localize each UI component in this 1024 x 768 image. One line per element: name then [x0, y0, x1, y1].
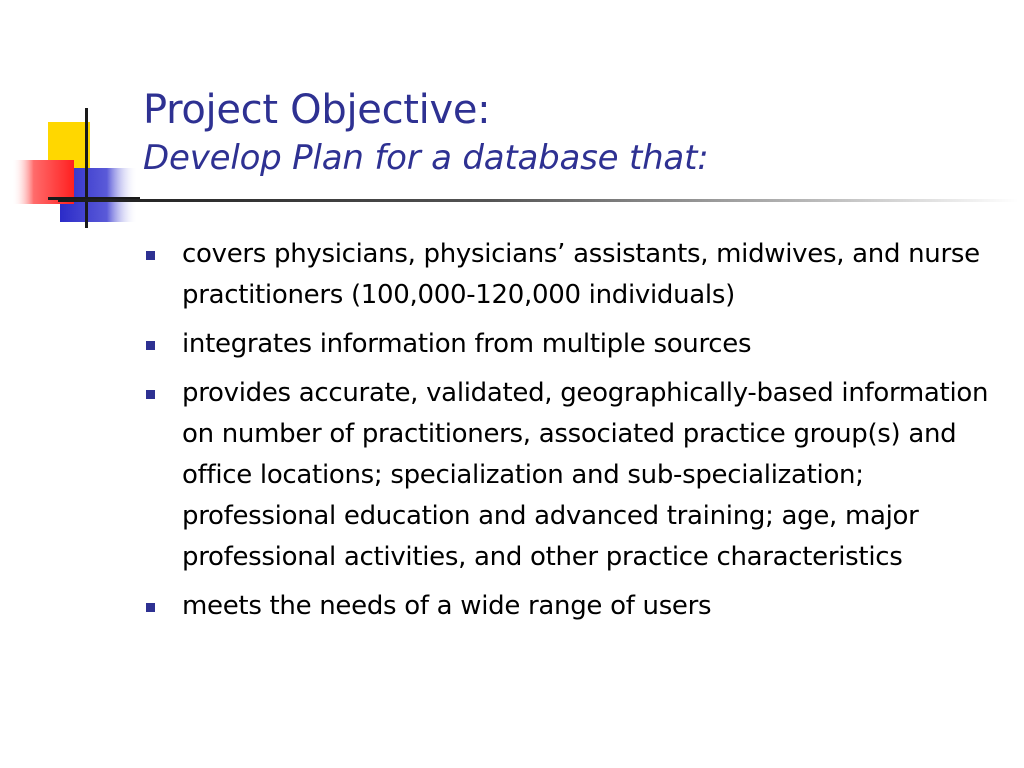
square-bullet-icon	[146, 603, 155, 612]
bullet-item	[143, 234, 1013, 316]
bullet-list	[143, 234, 1013, 635]
bullet-text: covers physicians, physicians’ assistants, midwives, and nurse practitioners (100,000-120,000 individuals)	[182, 239, 980, 310]
title-heading: Project Objective:	[143, 87, 491, 133]
bullet-item	[143, 373, 1013, 578]
bullet-item	[143, 586, 1013, 627]
bullet-text: meets the needs of a wide range of users	[182, 591, 712, 621]
bullet-text: integrates information from multiple sources	[182, 329, 752, 359]
square-bullet-icon	[146, 251, 155, 260]
bullet-text: provides accurate, validated, geographically-based information on number of practitioners, associated practice group(s) and office locations; specialization and sub-specialization; professional education and advanced training; age, major professional activities, and other practice characteristics	[182, 378, 989, 572]
slide-title	[143, 84, 1003, 180]
square-bullet-icon	[146, 390, 155, 399]
square-bullet-icon	[146, 341, 155, 350]
title-subheading: Develop Plan for a database that:	[143, 138, 709, 178]
title-divider	[58, 199, 1018, 202]
decorative-squares-logo	[10, 108, 140, 230]
bullet-item	[143, 324, 1013, 365]
